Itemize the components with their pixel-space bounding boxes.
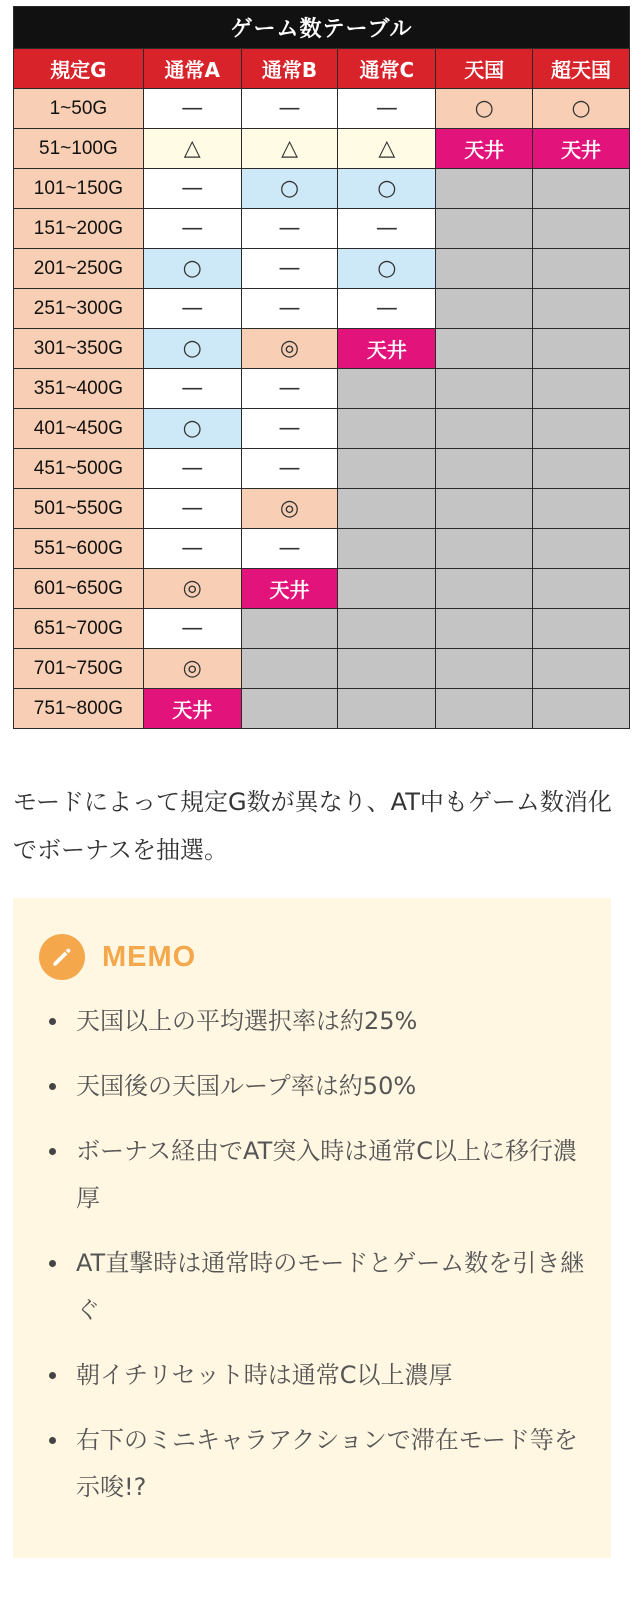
cell-value: — — [375, 296, 398, 321]
ceiling-cell — [241, 569, 338, 609]
memo-item-text: 天国以上の平均選択率は約25% — [76, 1007, 418, 1035]
empty-cell — [533, 689, 630, 729]
memo-item — [13, 1352, 611, 1399]
mode-cell — [143, 489, 241, 529]
cell-value: — — [278, 296, 301, 321]
mode-cell — [143, 89, 241, 129]
memo-item-text: 天国後の天国ループ率は約50% — [76, 1072, 417, 1100]
mode-cell — [338, 169, 436, 209]
range-cell: 151~200G — [14, 209, 144, 249]
mode-cell — [241, 489, 338, 529]
empty-cell — [436, 449, 533, 489]
cell-value: — — [278, 216, 301, 241]
cell-value: 天井 — [172, 698, 213, 722]
bullet-icon — [49, 1437, 56, 1444]
range-cell: 251~300G — [14, 289, 144, 329]
range-cell: 351~400G — [14, 369, 144, 409]
ceiling-cell — [338, 329, 436, 369]
mode-cell — [241, 449, 338, 489]
empty-cell — [338, 369, 436, 409]
cell-value: ○ — [182, 336, 202, 361]
mode-cell — [143, 649, 241, 689]
empty-cell — [436, 569, 533, 609]
cell-value: 天井 — [464, 138, 505, 162]
cell-value: — — [181, 216, 204, 241]
empty-cell — [533, 329, 630, 369]
memo-box — [13, 898, 611, 1558]
pencil-icon — [39, 934, 85, 980]
mode-cell — [241, 529, 338, 569]
cell-value: 天井 — [561, 138, 602, 162]
ceiling-cell — [143, 689, 241, 729]
range-cell: 1~50G — [14, 89, 144, 129]
cell-value: ◎ — [279, 336, 300, 361]
table-row — [14, 289, 630, 329]
table-row — [14, 209, 630, 249]
cell-value: ○ — [182, 256, 202, 281]
cell-value: — — [181, 456, 204, 481]
empty-cell — [533, 449, 630, 489]
cell-value: ◎ — [182, 576, 202, 601]
memo-item-text: 右下のミニキャラアクションで滞在モード等を示唆!? — [76, 1426, 578, 1501]
mode-cell — [338, 129, 436, 169]
range-cell: 451~500G — [14, 449, 144, 489]
cell-value: 天井 — [366, 338, 407, 362]
cell-value: — — [278, 96, 301, 121]
empty-cell — [533, 529, 630, 569]
empty-cell — [436, 609, 533, 649]
empty-cell — [533, 489, 630, 529]
empty-cell — [436, 489, 533, 529]
mode-cell — [436, 89, 533, 129]
mode-cell — [143, 249, 241, 289]
empty-cell — [533, 369, 630, 409]
mode-cell — [143, 169, 241, 209]
empty-cell — [533, 209, 630, 249]
range-cell: 501~550G — [14, 489, 144, 529]
empty-cell — [241, 649, 338, 689]
bullet-icon — [49, 1083, 56, 1090]
table-row — [14, 89, 630, 129]
cell-value: △ — [183, 136, 201, 161]
empty-cell — [436, 249, 533, 289]
cell-value: — — [278, 536, 301, 561]
empty-cell — [338, 489, 436, 529]
mode-cell — [241, 169, 338, 209]
game-count-table — [13, 6, 630, 729]
mode-cell — [241, 249, 338, 289]
table-row — [14, 369, 630, 409]
range-cell: 601~650G — [14, 569, 144, 609]
range-cell: 101~150G — [14, 169, 144, 209]
table-row — [14, 649, 630, 689]
range-cell: 301~350G — [14, 329, 144, 369]
empty-cell — [533, 169, 630, 209]
range-cell: 51~100G — [14, 129, 144, 169]
mode-cell — [241, 289, 338, 329]
intro-text: モードによって規定G数が異なり、AT中もゲーム数消化でボーナスを抽選。 — [13, 788, 612, 864]
cell-value: — — [278, 456, 301, 481]
mode-cell — [533, 89, 630, 129]
memo-title: MEMO — [102, 940, 197, 973]
memo-item — [13, 1417, 611, 1511]
empty-cell — [338, 409, 436, 449]
mode-cell — [143, 369, 241, 409]
memo-header — [39, 933, 196, 981]
mode-cell — [241, 329, 338, 369]
empty-cell — [241, 609, 338, 649]
cell-value: △ — [281, 136, 298, 161]
empty-cell — [338, 649, 436, 689]
mode-cell — [143, 129, 241, 169]
empty-cell — [436, 409, 533, 449]
cell-value: — — [375, 216, 398, 241]
table-row — [14, 129, 630, 169]
mode-cell — [143, 209, 241, 249]
cell-value: ○ — [182, 416, 202, 441]
memo-item-text: ボーナス経由でAT突入時は通常C以上に移行濃厚 — [76, 1137, 578, 1212]
empty-cell — [436, 649, 533, 689]
cell-value: — — [181, 176, 204, 201]
cell-value: ○ — [377, 256, 397, 281]
cell-value: — — [181, 296, 204, 321]
empty-cell — [338, 609, 436, 649]
cell-value: — — [181, 616, 204, 641]
empty-cell — [533, 569, 630, 609]
column-header: 超天国 — [533, 49, 630, 89]
table-row — [14, 489, 630, 529]
mode-cell — [143, 289, 241, 329]
column-header: 通常C — [338, 49, 436, 89]
mode-cell — [241, 209, 338, 249]
empty-cell — [436, 169, 533, 209]
mode-cell — [338, 209, 436, 249]
mode-cell — [241, 129, 338, 169]
empty-cell — [436, 209, 533, 249]
empty-cell — [436, 689, 533, 729]
memo-item-text: AT直撃時は通常時のモードとゲーム数を引き継ぐ — [76, 1249, 585, 1324]
empty-cell — [533, 609, 630, 649]
mode-cell — [338, 89, 436, 129]
memo-list — [13, 998, 611, 1529]
range-cell: 701~750G — [14, 649, 144, 689]
ceiling-cell — [533, 129, 630, 169]
bullet-icon — [49, 1260, 56, 1267]
empty-cell — [436, 329, 533, 369]
empty-cell — [241, 689, 338, 729]
range-cell: 651~700G — [14, 609, 144, 649]
cell-value: — — [181, 496, 204, 521]
cell-value: ◎ — [182, 656, 202, 681]
empty-cell — [533, 249, 630, 289]
range-cell: 551~600G — [14, 529, 144, 569]
cell-value: ○ — [377, 176, 397, 201]
mode-cell — [241, 369, 338, 409]
empty-cell — [436, 369, 533, 409]
mode-cell — [241, 409, 338, 449]
table-row — [14, 449, 630, 489]
memo-item — [13, 998, 611, 1045]
table-row — [14, 249, 630, 289]
mode-cell — [143, 409, 241, 449]
mode-cell — [143, 529, 241, 569]
bullet-icon — [49, 1372, 56, 1379]
mode-cell — [143, 609, 241, 649]
cell-value: — — [181, 96, 204, 121]
memo-item — [13, 1128, 611, 1222]
empty-cell — [338, 449, 436, 489]
cell-value: — — [278, 416, 301, 441]
table-header-row — [14, 49, 630, 89]
cell-value: ○ — [279, 176, 300, 201]
column-header: 通常A — [143, 49, 241, 89]
table-row — [14, 609, 630, 649]
cell-value: — — [181, 536, 204, 561]
cell-value: — — [375, 96, 398, 121]
range-cell: 201~250G — [14, 249, 144, 289]
memo-item — [13, 1063, 611, 1110]
empty-cell — [533, 409, 630, 449]
mode-cell — [143, 449, 241, 489]
bullet-icon — [49, 1148, 56, 1155]
table-row — [14, 529, 630, 569]
memo-item — [13, 1240, 611, 1334]
ceiling-cell — [436, 129, 533, 169]
range-cell: 751~800G — [14, 689, 144, 729]
mode-cell — [143, 569, 241, 609]
column-header: 天国 — [436, 49, 533, 89]
cell-value: ○ — [571, 96, 591, 121]
table-row — [14, 689, 630, 729]
mode-cell — [338, 249, 436, 289]
mode-cell — [241, 89, 338, 129]
cell-value: — — [278, 376, 301, 401]
cell-value: ○ — [474, 96, 494, 121]
cell-value: △ — [378, 136, 396, 161]
memo-item-text: 朝イチリセット時は通常C以上濃厚 — [76, 1361, 453, 1389]
empty-cell — [533, 649, 630, 689]
empty-cell — [338, 529, 436, 569]
empty-cell — [338, 569, 436, 609]
cell-value: — — [278, 256, 301, 281]
table-row — [14, 569, 630, 609]
table-title: ゲーム数テーブル — [14, 7, 630, 49]
column-header: 通常B — [241, 49, 338, 89]
table-row — [14, 409, 630, 449]
mode-cell — [338, 289, 436, 329]
cell-value: 天井 — [269, 578, 310, 602]
bullet-icon — [49, 1018, 56, 1025]
mode-cell — [143, 329, 241, 369]
range-cell: 401~450G — [14, 409, 144, 449]
table-row — [14, 329, 630, 369]
empty-cell — [436, 289, 533, 329]
column-header: 規定G — [14, 49, 144, 89]
cell-value: ◎ — [279, 496, 300, 521]
table-row — [14, 169, 630, 209]
mode-table — [13, 6, 630, 729]
empty-cell — [338, 689, 436, 729]
empty-cell — [436, 529, 533, 569]
empty-cell — [533, 289, 630, 329]
cell-value: — — [181, 376, 204, 401]
table-body — [14, 89, 630, 729]
